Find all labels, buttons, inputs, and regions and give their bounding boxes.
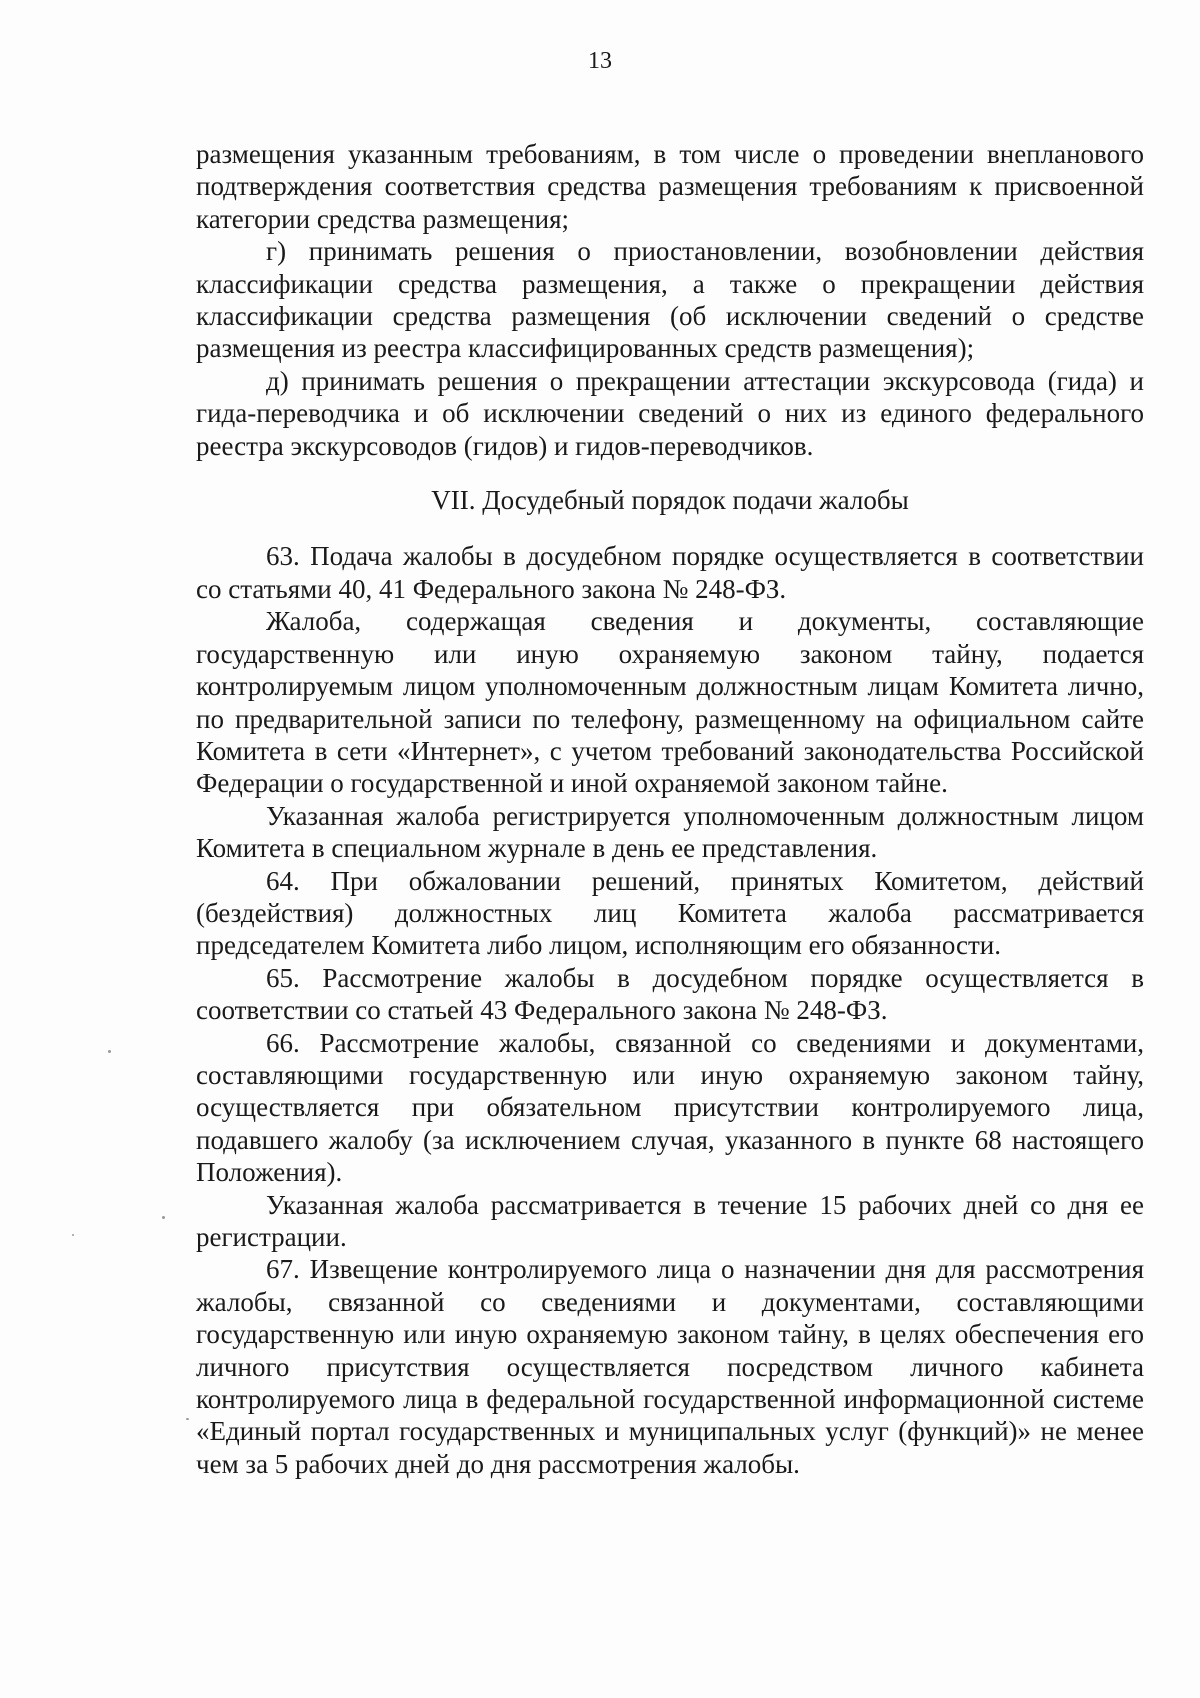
paragraph-item-d: д) принимать решения о прекращении аттестации экскурсовода (гида) и гида-переводчика и об исключении сведений о них из единого федерального реестра экскурсоводов (гидов) и гидов-переводчиков.	[196, 365, 1144, 461]
paragraph-complaint-secret: Жалоба, содержащая сведения и документы, составляющие государственную или иную охраняемую законом тайну, подается контролируемым лицом уполномоченным должностным лицам Комитета лично, по предварительной записи по телефону, размещенному на официальном сайте Комитета в сети «Интернет», с учетом требований законодательства Российской Федерации о государственной и иной охраняемой законом тайне.	[196, 606, 1144, 799]
paragraph-item-g: г) принимать решения о приостановлении, возобновлении действия классификации средства размещения, а также о прекращении действия классификации средства размещения (об исключении сведений о средстве размещения из реестра классифицированных средств размещения);	[196, 236, 1144, 364]
document-body	[196, 138, 1144, 1480]
paragraph-65: 65. Рассмотрение жалобы в досудебном порядке осуществляется в соответствии со статьей 43 Федерального закона № 248-ФЗ.	[196, 962, 1144, 1026]
paragraph-complaint-term: Указанная жалоба рассматривается в течение 15 рабочих дней со дня ее регистрации.	[196, 1189, 1144, 1252]
paragraph-64: 64. При обжаловании решений, принятых Комитетом, действий (бездействия) должностных лиц Комитета жалоба рассматривается председателем Комитета либо лицом, исполняющим его обязанности.	[196, 865, 1144, 961]
paragraph-continuation: размещения указанным требованиям, в том числе о проведении внепланового подтверждения соответствия средства размещения требованиям к присвоенной категории средства размещения;	[196, 139, 1144, 234]
scan-speck	[72, 1234, 74, 1236]
page-number: 13	[588, 48, 612, 74]
paragraph-complaint-registration: Указанная жалоба регистрируется уполномоченным должностным лицом Комитета в специальном журнале в день ее представления.	[196, 800, 1144, 864]
section-heading: VII. Досудебный порядок подачи жалобы	[431, 485, 909, 516]
paragraph-66: 66. Рассмотрение жалобы, связанной со сведениями и документами, составляющими государственную или иную охраняемую законом тайну, осуществляется при обязательном присутствии контролируемого лица, подавшего жалобу (за исключением случая, указанного в пункте 68 настоящего Положения).	[196, 1027, 1144, 1188]
paragraph-63: 63. Подача жалобы в досудебном порядке осуществляется в соответствии со статьями 40, 41 Федерального закона № 248-ФЗ.	[196, 541, 1144, 604]
scan-speck	[108, 1050, 111, 1053]
paragraph-67: 67. Извещение контролируемого лица о назначении дня для рассмотрения жалобы, связанной со сведениями и документами, составляющими государственную или иную охраняемую законом тайну, в целях обеспечения его личного присутствия осуществляется посредством личного кабинета контролируемого лица в федеральной государственной информационной системе «Единый портал государственных и муниципальных услуг (функций)» не менее чем за 5 рабочих дней до дня рассмотрения жалобы.	[196, 1254, 1144, 1479]
scan-speck	[162, 1216, 165, 1219]
scan-speck	[186, 1418, 189, 1420]
